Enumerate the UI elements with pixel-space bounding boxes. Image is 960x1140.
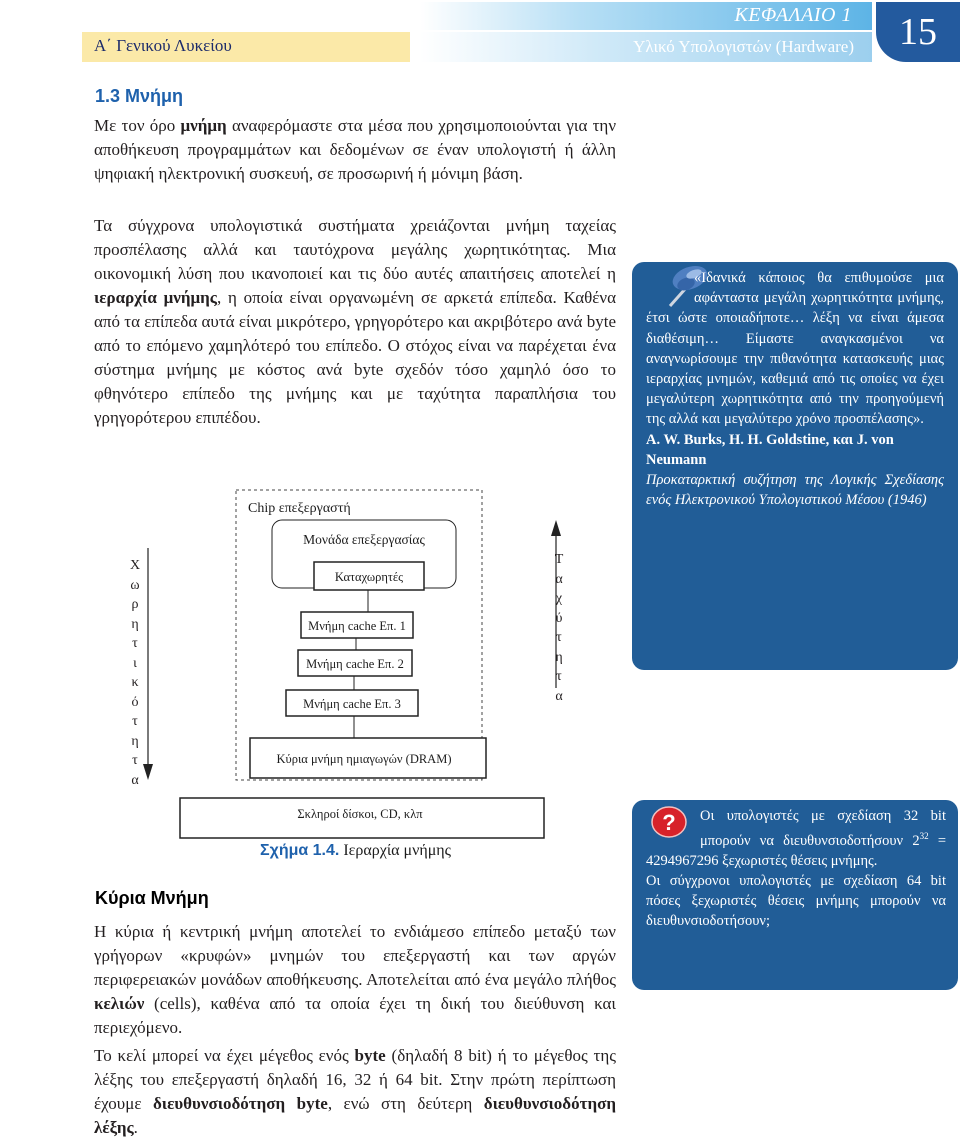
axis-letter: η [131,733,139,749]
caption-text: Ιεραρχία μνήμης [339,842,451,859]
axis-letter: χ [555,591,563,606]
quote-source: Προκαταρκτική συζήτηση της Λογικής Σχεδίασης ενός Ηλεκτρονικού Υπολογιστικού Μέσου (1946) [646,472,944,509]
axis-letter: ύ [555,610,563,626]
bold-term: κελιών [94,994,145,1013]
cache3-label: Μνήμη cache Επ. 3 [303,697,401,711]
axis-letter: ω [130,577,140,593]
speed-axis-label [551,550,567,706]
disks-label: Σκληροί δίσκοι, CD, κλπ [297,807,423,821]
cache2-label: Μνήμη cache Επ. 2 [306,657,404,671]
paragraph-main-memory [94,920,616,1040]
axis-letter: τ [132,714,138,729]
svg-text:?: ? [662,810,676,835]
axis-letter: τ [132,636,138,651]
quote-block [646,268,944,510]
axis-letter: ό [131,694,139,710]
header-chapter: ΚΕΦΑΛΑΙΟ 1 [734,4,852,26]
text-run: (δηλαδή 8 bit) ή το μέγεθος της λέξης του επεξεργαστή δηλαδή 16, 32 ή 64 bit. Στην πρώτη περίπτωση έχουμε [94,1046,616,1113]
axis-letter: τ [132,753,138,768]
capacity-axis-label [127,556,143,790]
header-subtitle: Υλικό Υπολογιστών (Hardware) [633,37,854,56]
quote-text: «Ιδανικά κάποιος θα επιθυμούσε μια αφάνταστα μεγάλη χωρητικότητα μνήμης, έτσι ώστε οποιαδήποτε… λέξη να είναι άμεσα διαθέσιμη… Είμαστε αναγκασμένοι να αναγνωρίσουμε την πιθανότητα κατασκευής μιας ιεραρχίας μνημών, καθεμιά από τις οποίες να έχει μεγαλύτερη χωρητικότητα από την προηγούμενή της αλλά και μεγαλύτερο χρόνο προσπέλασης». [646,270,944,428]
section-title: 1.3 Μνήμη [95,86,184,106]
question-exponent: 32 [919,831,929,841]
header-left-band [82,32,410,62]
axis-letter: α [131,772,139,788]
dram-label: Κύρια μνήμη ημιαγωγών (DRAM) [276,752,452,766]
question-text2: = 4294967296 ξεχωριστές θέσεις μνήμης. [646,832,946,869]
axis-letter: Χ [129,558,141,573]
axis-letter: τ [556,630,562,645]
caption-number: Σχήμα 1.4. [260,842,340,859]
axis-letter: η [555,649,563,665]
text-run: , ενώ στη δεύτερη [327,1094,484,1113]
figure-caption [260,842,451,860]
text-run: Το κελί μπορεί να έχει μέγεθος ενός [94,1046,355,1065]
text-run: , η οποία είναι οργανωμένη σε αρκετά επίπεδα. Καθένα από τα επίπεδα αυτά είναι μικρότερο, γρηγορότερο και ακριβότερο ανά byte από το επόμενο χαμηλότερό του επίπεδο. Ο στόχος είναι να παρέχεται ένα σύστημα μνήμης με κόστος ανά byte σχεδόν τόσο χαμηλό όσο το φθηνότερο επίπεδο της μνήμης και με ταχύτητα παραπλήσια του γρηγορότερου επιπέδου. [94,288,616,427]
bold-term: byte [354,1046,386,1065]
text-run: Η κύρια ή κεντρική μνήμη αποτελεί το ενδιάμεσο επίπεδο μεταξύ των γρήγορων «κρυφών» μνημών του επεξεργαστή και των αργών περιφερειακών μονάδων αποθήκευσης. Αποτελείται από ένα μεγάλο πλήθος [94,922,616,989]
header-grade: Α΄ Γενικού Λυκείου [94,36,232,55]
memory-hierarchy-diagram [118,488,608,842]
axis-letter: ρ [131,597,139,612]
axis-letter: α [555,688,563,704]
question-text3: Οι σύγχρονοι υπολογιστές με σχεδίαση 64 bit πόσες ξεχωριστές θέσεις μνήμης μπορούν να διευθυνσιοδοτήσουν; [646,872,946,929]
chip-label: Chip επεξεργαστή [248,501,351,516]
header-chapter-band [420,2,872,30]
axis-letter: ι [133,655,137,671]
cache1-label: Μνήμη cache Επ. 1 [308,619,406,633]
unit-label: Μονάδα επεξεργασίας [303,532,425,547]
axis-letter: η [131,616,139,632]
main-memory-title: Κύρια Μνήμη [95,888,209,908]
page-number: 15 [876,2,960,62]
axis-letter: Τ [554,552,564,567]
registers-label: Καταχωρητές [334,570,404,584]
paragraph-hierarchy [94,214,616,430]
header-subtitle-band [420,32,872,62]
axis-letter: τ [556,669,562,684]
bold-term: μνήμη [180,116,227,135]
text-run: Τα σύγχρονα υπολογιστικά συστήματα χρειάζονται μνήμη ταχείας προσπέλασης αλλά και ταυτόχρονα μεγάλης χωρητικότητας. Μια οικονομική λύση που ικανοποιεί και τις δύο αυτές απαιτήσεις αποτελεί η [94,216,616,283]
text-run: (cells), καθένα από τα οποία έχει τη δική του διεύθυνση και περιεχόμενο. [94,994,616,1037]
bold-term: διευθυνσιοδότηση λέξης [94,1094,617,1137]
sidebar-question [632,800,958,990]
sidebar-quote [632,262,958,670]
question-text: Οι υπολογιστές με σχεδίαση 32 bit μπορούν να διευθυνσιοδοτήσουν 2 [700,808,946,849]
paragraph-cell-size [94,1044,616,1140]
quote-authors: A. W. Burks, H. H. Goldstine, και J. von Neumann [646,431,894,468]
axis-letter: κ [131,675,139,690]
text-run: αναφερόμαστε στα μέσα που χρησιμοποιούνται για την αποθήκευση προγραμμάτων και δεδομένων σε έναν υπολογιστή ή άλλη ψηφιακή ηλεκτρονική συσκευή, σε προσωρινή ή μόνιμη βάση. [94,116,617,183]
axis-letter: α [555,571,563,587]
bold-term: διευθυνσιοδότηση byte [152,1094,328,1113]
question-block [646,806,946,931]
bold-term: ιεραρχία μνήμης [94,288,217,307]
text-run: Με τον όρο [94,116,181,135]
text-run: . [133,1118,138,1137]
paragraph-definition [94,114,616,186]
